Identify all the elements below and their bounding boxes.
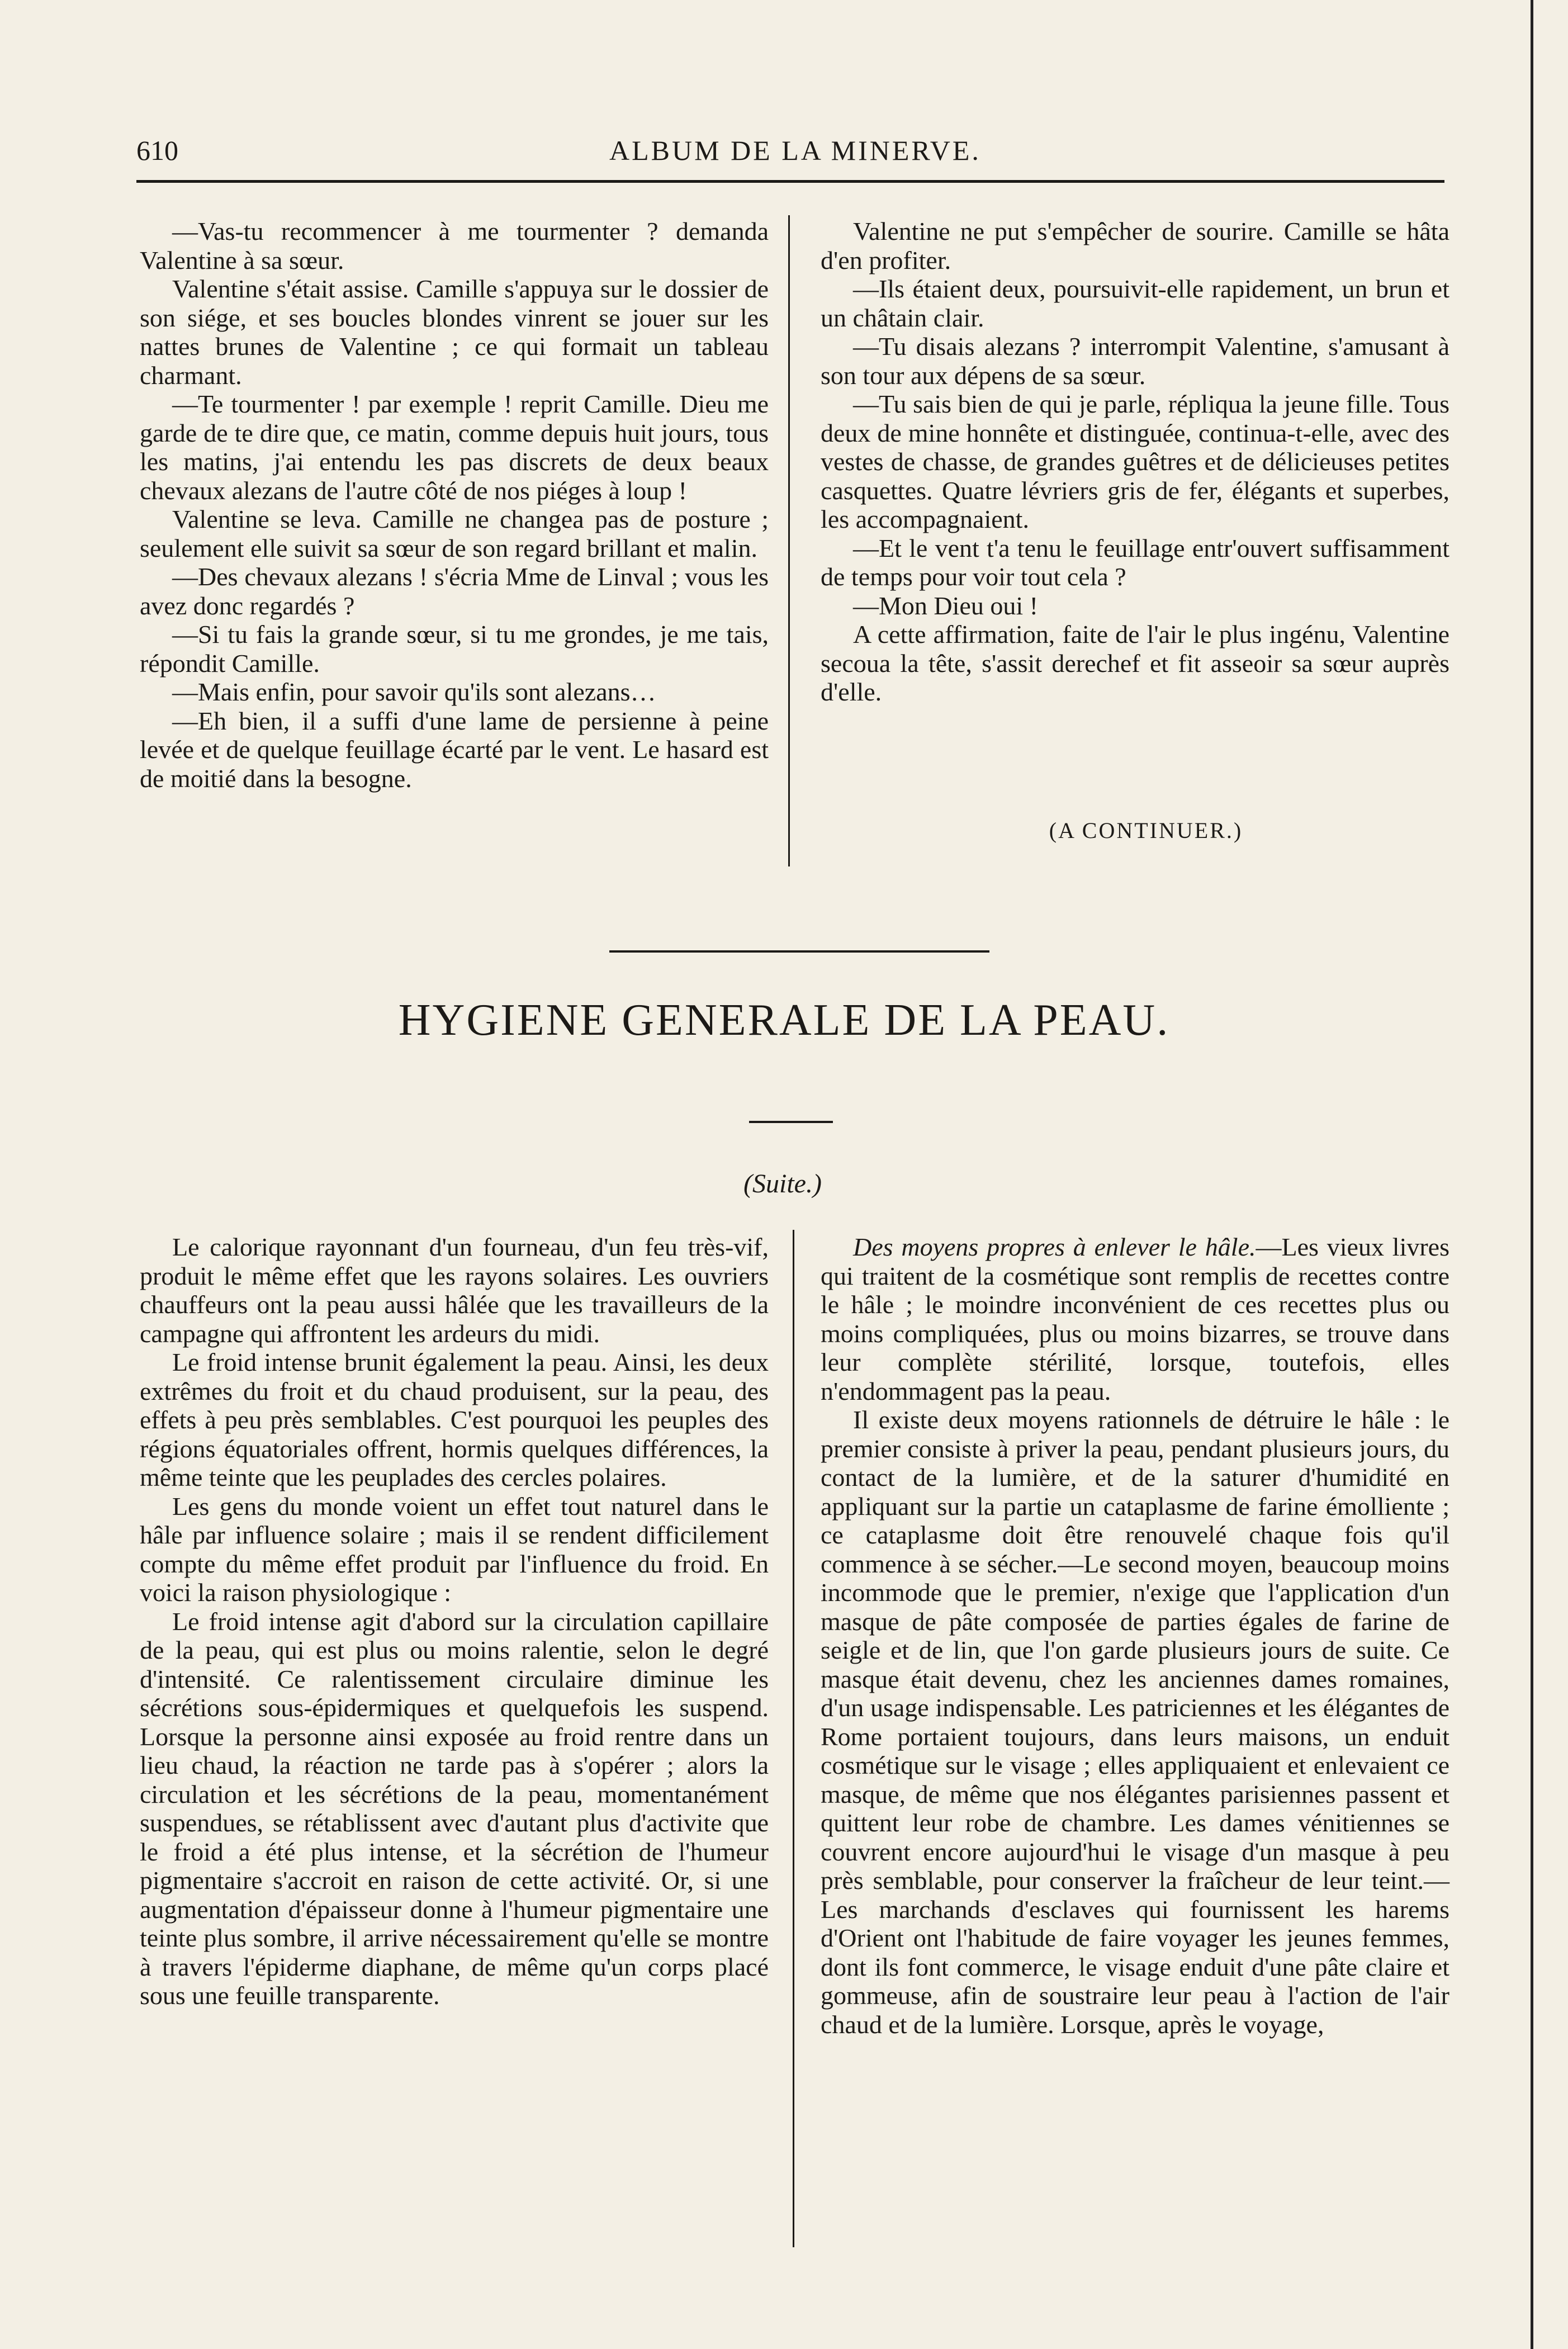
story-paragraph: Valentine ne put s'empêcher de sourire. Camille se hâta d'en profiter. bbox=[821, 217, 1449, 274]
article-left-column bbox=[140, 1233, 769, 2010]
column-divider bbox=[793, 1230, 794, 2247]
column-divider bbox=[788, 215, 790, 866]
section-divider-rule bbox=[609, 950, 989, 953]
article-paragraph: Il existe deux moyens rationnels de détruire le hâle : le premier consiste à priver la peau, pendant plusieurs jours, du contact de la lumière, et de la saturer d'humidité en appliquant sur la partie un cataplasme de farine émolliente ; ce cataplasme doit être renouvelé chaque fois qu'il commence à se sécher.—Le second moyen, beaucoup moins incommode que le premier, n'exige que l'application d'un masque de pâte composée de parties égales de farine de seigle et de lin, que l'on garde plusieurs jours de suite. Ce masque était devenu, chez les anciennes dames romaines, d'un usage indispensable. Les patriciennes et les élégantes de Rome portaient toujours, dans leurs maisons, un enduit cosmétique sur le visage ; elles appliquaient et enlevaient ce masque, de même que nos élégantes parisiennes passent et quittent leur robe de chambre. Les dames vénitiennes se couvrent encore aujourd'hui le visage d'un masque à peu près semblable, pour conserver la fraîcheur de leur teint.—Les marchands d'esclaves qui fournissent les harems d'Orient ont l'habitude de faire voyager les jeunes femmes, dont ils font commerce, le visage enduit d'une pâte claire et gommeuse, afin de soustraire leur peau à l'action de l'air chaud et de la lumière. Lorsque, après le voyage, bbox=[821, 1405, 1449, 2039]
article-lead-paragraph bbox=[821, 1233, 1449, 1405]
page-edge-line bbox=[1531, 0, 1533, 2349]
story-right-column bbox=[821, 217, 1449, 707]
story-paragraph: —Vas-tu recommencer à me tourmenter ? demanda Valentine à sa sœur. bbox=[140, 217, 769, 274]
story-paragraph: —Si tu fais la grande sœur, si tu me grondes, je me tais, répondit Camille. bbox=[140, 620, 769, 678]
title-underline-rule bbox=[749, 1121, 833, 1123]
story-paragraph: —Eh bien, il a suffi d'une lame de persienne à peine levée et de quelque feuillage écarté par le vent. Le hasard est de moitié dans la besogne. bbox=[140, 706, 769, 793]
story-paragraph: —Mon Dieu oui ! bbox=[853, 591, 1038, 620]
article-title: HYGIENE GENERALE DE LA PEAU. bbox=[398, 996, 1170, 1045]
article-right-column bbox=[821, 1233, 1449, 2039]
story-paragraph: —Des chevaux alezans ! s'écria Mme de Linval ; vous les avez donc regardés ? bbox=[140, 562, 769, 620]
article-subtitle: (Suite.) bbox=[743, 1169, 822, 1199]
story-paragraph: —Tu sais bien de qui je parle, répliqua la jeune fille. Tous deux de mine honnête et distinguée, continua-t-elle, avec des vestes de chasse, de grandes guêtres et de délicieuses petites casquettes. Quatre lévriers gris de fer, élégants et superbes, les accompagnaient. bbox=[821, 390, 1449, 534]
story-left-column bbox=[140, 217, 769, 793]
article-paragraph: Le calorique rayonnant d'un fourneau, d'un feu très-vif, produit le même effet que les rayons solaires. Les ouvriers chauffeurs ont la peau aussi hâlée que les travailleurs de la campagne qui affrontent les ardeurs du midi. bbox=[140, 1233, 769, 1348]
page-number: 610 bbox=[136, 135, 178, 166]
header-rule bbox=[136, 180, 1444, 183]
article-paragraph: Le froid intense agit d'abord sur la circulation capillaire de la peau, qui est plus ou moins ralentie, selon le degré d'intensité. Ce ralentissement circulaire diminue les sécrétions sous-épidermiques et quelquefois les suspend. Lorsque la personne ainsi exposée au froid rentre dans un lieu chaud, la réaction ne tarde pas à s'opérer ; alors la circulation et les sécrétions de la peau, momentanément suspendues, se rétablissent avec d'autant plus d'activite que le froid a été plus intense, et la sécrétion de l'humeur pigmentaire s'accroit en raison de cette activité. Or, si une augmentation d'épaisseur donne à l'humeur pigmentaire une teinte plus sombre, il arrive nécessairement qu'elle se montre à travers l'épiderme diaphane, de même qu'un corps placé sous une feuille transparente. bbox=[140, 1607, 769, 2010]
story-paragraph: —Ils étaient deux, poursuivit-elle rapidement, un brun et un châtain clair. bbox=[821, 274, 1449, 332]
article-paragraph: Le froid intense brunit également la peau. Ainsi, les deux extrêmes du froit et du chaud produisent, sur la peau, des effets à peu près semblables. C'est pourquoi les peuples des régions équatoriales offrent, hormis quelques différences, la même teinte que les peuplades des cercles polaires. bbox=[140, 1348, 769, 1492]
story-paragraph: A cette affirmation, faite de l'air le plus ingénu, Valentine secoua la tête, s'assit derechef et fit asseoir sa sœur auprès d'elle. bbox=[821, 620, 1449, 707]
story-paragraph: —Te tourmenter ! par exemple ! reprit Camille. Dieu me garde de te dire que, ce matin, comme depuis huit jours, tous les matins, j'ai entendu les pas discrets de deux beaux chevaux alezans de l'autre côté de nos piéges à loup ! bbox=[140, 390, 769, 505]
story-paragraph: —Tu disais alezans ? interrompit Valentine, s'amusant à son tour aux dépens de sa sœur. bbox=[821, 332, 1449, 390]
continuation-note: (A CONTINUER.) bbox=[1049, 818, 1243, 843]
article-paragraph: Les gens du monde voient un effet tout naturel dans le hâle par influence solaire ; mais il se rendent difficilement compte du même effet produit par l'influence du froid. En voici la raison physiologique : bbox=[140, 1491, 769, 1607]
lead-text: —Les vieux livres qui traitent de la cosmétique sont remplis de recettes contre le hâle ; le moindre inconvénient de ces recettes plus ou moins compliquées, plus ou moins bizarres, se trouve dans leur complète stérilité, lorsque, toutefois, elles n'endommagent pas la peau. bbox=[821, 1233, 1449, 1405]
running-title: ALBUM DE LA MINERVE. bbox=[609, 135, 981, 166]
story-paragraph: —Mais enfin, pour savoir qu'ils sont alezans… bbox=[172, 678, 656, 707]
lead-heading: Des moyens propres à enlever le hâle. bbox=[853, 1233, 1256, 1261]
story-paragraph: —Et le vent t'a tenu le feuillage entr'ouvert suffisamment de temps pour voir tout cela ? bbox=[821, 533, 1449, 591]
story-paragraph: Valentine s'était assise. Camille s'appuya sur le dossier de son siége, et ses boucles blondes vinrent se jouer sur les nattes brunes de Valentine ; ce qui formait un tableau charmant. bbox=[140, 274, 769, 390]
story-paragraph: Valentine se leva. Camille ne changea pas de posture ; seulement elle suivit sa sœur de son regard brillant et malin. bbox=[140, 505, 769, 562]
